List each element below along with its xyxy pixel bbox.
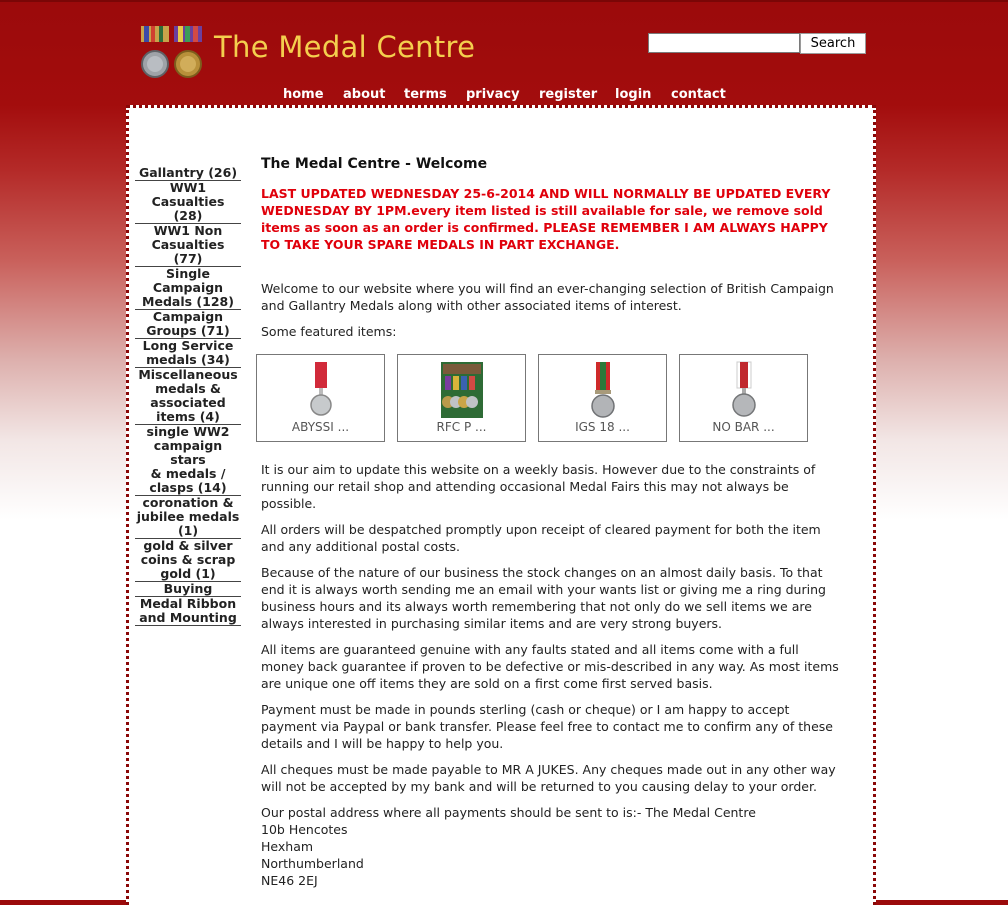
paragraph: All items are guaranteed genuine with any faults stated and all items come with a full money back guarantee if proven to be defective or mis-described in any way. As most items are unique one off items they are sold on a first come first served basis. (261, 642, 839, 691)
update-notice: LAST UPDATED WEDNESDAY 25-6-2014 AND WILL NORMALLY BE UPDATED EVERY WEDNESDAY BY 1PM.every item listed is still available for sale, we remove sold items as soon as an order is confirmed. PLEASE REMEMBER I AM ALWAYS HAPPY TO TAKE YOUR SPARE MEDALS IN PART EXCHANGE. (261, 186, 831, 252)
page-title: The Medal Centre - Welcome (261, 156, 488, 172)
site-title[interactable]: The Medal Centre (214, 30, 476, 64)
welcome-text: Welcome to our website where you will find an ever-changing selection of British Campaign and Gallantry Medals along with other associated items of interest. (261, 281, 834, 313)
featured-item[interactable] (256, 354, 385, 442)
sidebar-item-long-service[interactable]: Long Service medals (34) (135, 339, 241, 368)
paragraph: Because of the nature of our business the stock changes on an almost daily basis. To that end it is always worth sending me an email with your wants list or giving me a ring during business hours and its always worth remembering that not only do we sell items we are always interested in purchasing similar items and are very strong buyers. (261, 565, 826, 631)
category-sidebar (135, 166, 241, 626)
sidebar-item-ribbon-mounting[interactable]: Medal Ribbon and Mounting (135, 597, 241, 626)
featured-item[interactable] (679, 354, 808, 442)
medal-thumbnail-icon (729, 360, 759, 420)
nav-privacy[interactable]: privacy (466, 87, 520, 102)
sidebar-item-miscellaneous[interactable]: Miscellaneous medals & associated items (4) (135, 368, 241, 425)
sidebar-item-campaign-groups[interactable]: Campaign Groups (71) (135, 310, 241, 339)
medal-thumbnail-icon (588, 360, 618, 420)
sidebar-item-gold-silver[interactable]: gold & silver coins & scrap gold (1) (135, 539, 241, 582)
paragraph: All orders will be despatched promptly upon receipt of cleared payment for both the item and any additional postal costs. (261, 522, 821, 554)
main-content (261, 155, 841, 889)
paragraph: Payment must be made in pounds sterling (cash or cheque) or I am happy to accept payment via Paypal or bank transfer. Please feel free to contact me to confirm any of these details and I will be happy to help you. (261, 702, 833, 751)
sidebar-item-gallantry[interactable]: Gallantry (26) (135, 166, 241, 181)
medals-logo-icon[interactable] (138, 24, 208, 82)
featured-item[interactable] (538, 354, 667, 442)
featured-item-caption: IGS 18 ... (575, 420, 630, 434)
featured-label: Some featured items: (261, 324, 397, 339)
top-border (0, 0, 1008, 2)
sidebar-item-ww1-casualties[interactable]: WW1 Casualties (28) (135, 181, 241, 224)
nav-contact[interactable]: contact (671, 87, 726, 102)
medal-group-thumbnail-icon (439, 360, 485, 420)
nav-login[interactable]: login (615, 87, 652, 102)
postal-address: Our postal address where all payments should be sent to is:- The Medal Centre 10b Hencotes Hexham Northumberland NE46 2EJ (261, 805, 756, 888)
paragraph: It is our aim to update this website on a weekly basis. However due to the constraints of running our retail shop and attending occasional Medal Fairs this may not always be possible. (261, 462, 816, 511)
featured-item-caption: ABYSSI ... (291, 420, 350, 434)
featured-items (256, 354, 816, 444)
search-button[interactable]: Search (800, 33, 866, 54)
featured-item-caption: RFC P ... (436, 420, 487, 434)
sidebar-item-coronation-jubilee[interactable]: coronation & jubilee medals (1) (136, 495, 240, 538)
sidebar-item-ww1-non-casualties[interactable]: WW1 Non Casualties (77) (135, 224, 241, 267)
medal-thumbnail-icon (306, 360, 336, 420)
featured-item-caption: NO BAR ... (712, 420, 775, 434)
nav-home[interactable]: home (283, 87, 324, 102)
sidebar-item-ww2-stars[interactable]: single WW2 campaign stars & medals / clasps (14) (135, 425, 241, 496)
nav-register[interactable]: register (539, 87, 598, 102)
featured-item[interactable] (397, 354, 526, 442)
sidebar-item-buying[interactable]: Buying (135, 582, 241, 597)
search-input[interactable] (648, 33, 800, 53)
paragraph: All cheques must be made payable to MR A JUKES. Any cheques made out in any other way will not be accepted by my bank and will be returned to you causing delay to your order. (261, 762, 836, 794)
sidebar-item-single-campaign[interactable]: Single Campaign Medals (128) (135, 267, 241, 310)
nav-about[interactable]: about (343, 87, 386, 102)
nav-terms[interactable]: terms (404, 87, 447, 102)
